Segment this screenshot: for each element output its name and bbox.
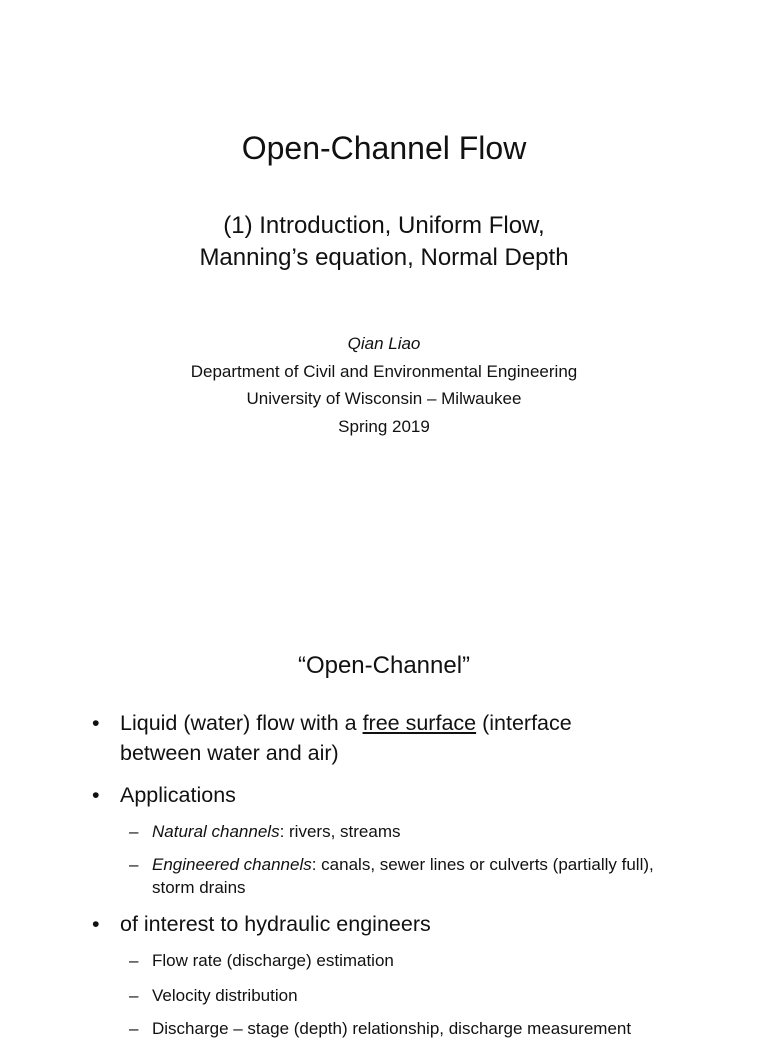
sub-bullet-text	[152, 820, 699, 843]
bullet-list	[0, 512, 768, 1038]
sub-bullet-item	[129, 984, 699, 1007]
author-block	[0, 330, 768, 440]
sub-bullet-item	[129, 820, 699, 843]
slide-title: “Open-Channel”	[297, 652, 471, 679]
bullet-symbol: •	[92, 711, 100, 735]
term: Spring 2019	[338, 416, 430, 436]
dash-symbol: –	[129, 986, 139, 1005]
bullet-text: Applications	[120, 783, 236, 807]
slide-title: Open-Channel Flow	[241, 130, 527, 166]
author-name: Qian Liao	[347, 334, 421, 353]
dash-symbol: –	[129, 855, 139, 874]
bullet-text	[120, 708, 652, 768]
content-slide	[0, 512, 768, 1038]
italic-term: Natural channels	[152, 822, 280, 841]
underlined-term: free surface	[362, 711, 477, 735]
bullet-text: of interest to hydraulic engineers	[120, 912, 431, 936]
italic-term: Engineered channels	[152, 855, 312, 874]
sub-bullet-item	[129, 853, 699, 899]
sub-bullet-text-part: : canals, sewer lines or culverts (partially full), storm drains	[152, 855, 654, 897]
subtitle-line-1: (1) Introduction, Uniform Flow,	[223, 212, 545, 239]
sub-bullet-text	[152, 853, 699, 899]
university: University of Wisconsin – Milwaukee	[246, 389, 522, 408]
sub-bullet-item	[129, 1017, 699, 1040]
bullet-text-part: (interface between water and air)	[120, 711, 572, 765]
sub-bullet-item	[129, 949, 699, 972]
dash-symbol: –	[129, 822, 139, 841]
department: Department of Civil and Environmental Engineering	[190, 361, 578, 381]
sub-bullet-text: Flow rate (discharge) estimation	[152, 951, 394, 970]
sub-bullet-text: Discharge – stage (depth) relationship, discharge measurement	[152, 1019, 632, 1038]
title-slide	[0, 0, 768, 512]
dash-symbol: –	[129, 1019, 139, 1038]
bullet-item	[92, 708, 652, 768]
slide-subtitle	[0, 210, 768, 274]
bullet-text-part: Liquid (water) flow with a	[120, 711, 363, 735]
sub-bullet-text-part: : rivers, streams	[279, 822, 401, 841]
bullet-item	[92, 909, 652, 939]
bullet-symbol: •	[92, 783, 100, 807]
bullet-symbol: •	[92, 912, 100, 936]
subtitle-line-2: Manning’s equation, Normal Depth	[199, 244, 569, 271]
sub-bullet-text: Velocity distribution	[152, 986, 298, 1005]
bullet-item	[92, 780, 652, 810]
dash-symbol: –	[129, 951, 139, 970]
